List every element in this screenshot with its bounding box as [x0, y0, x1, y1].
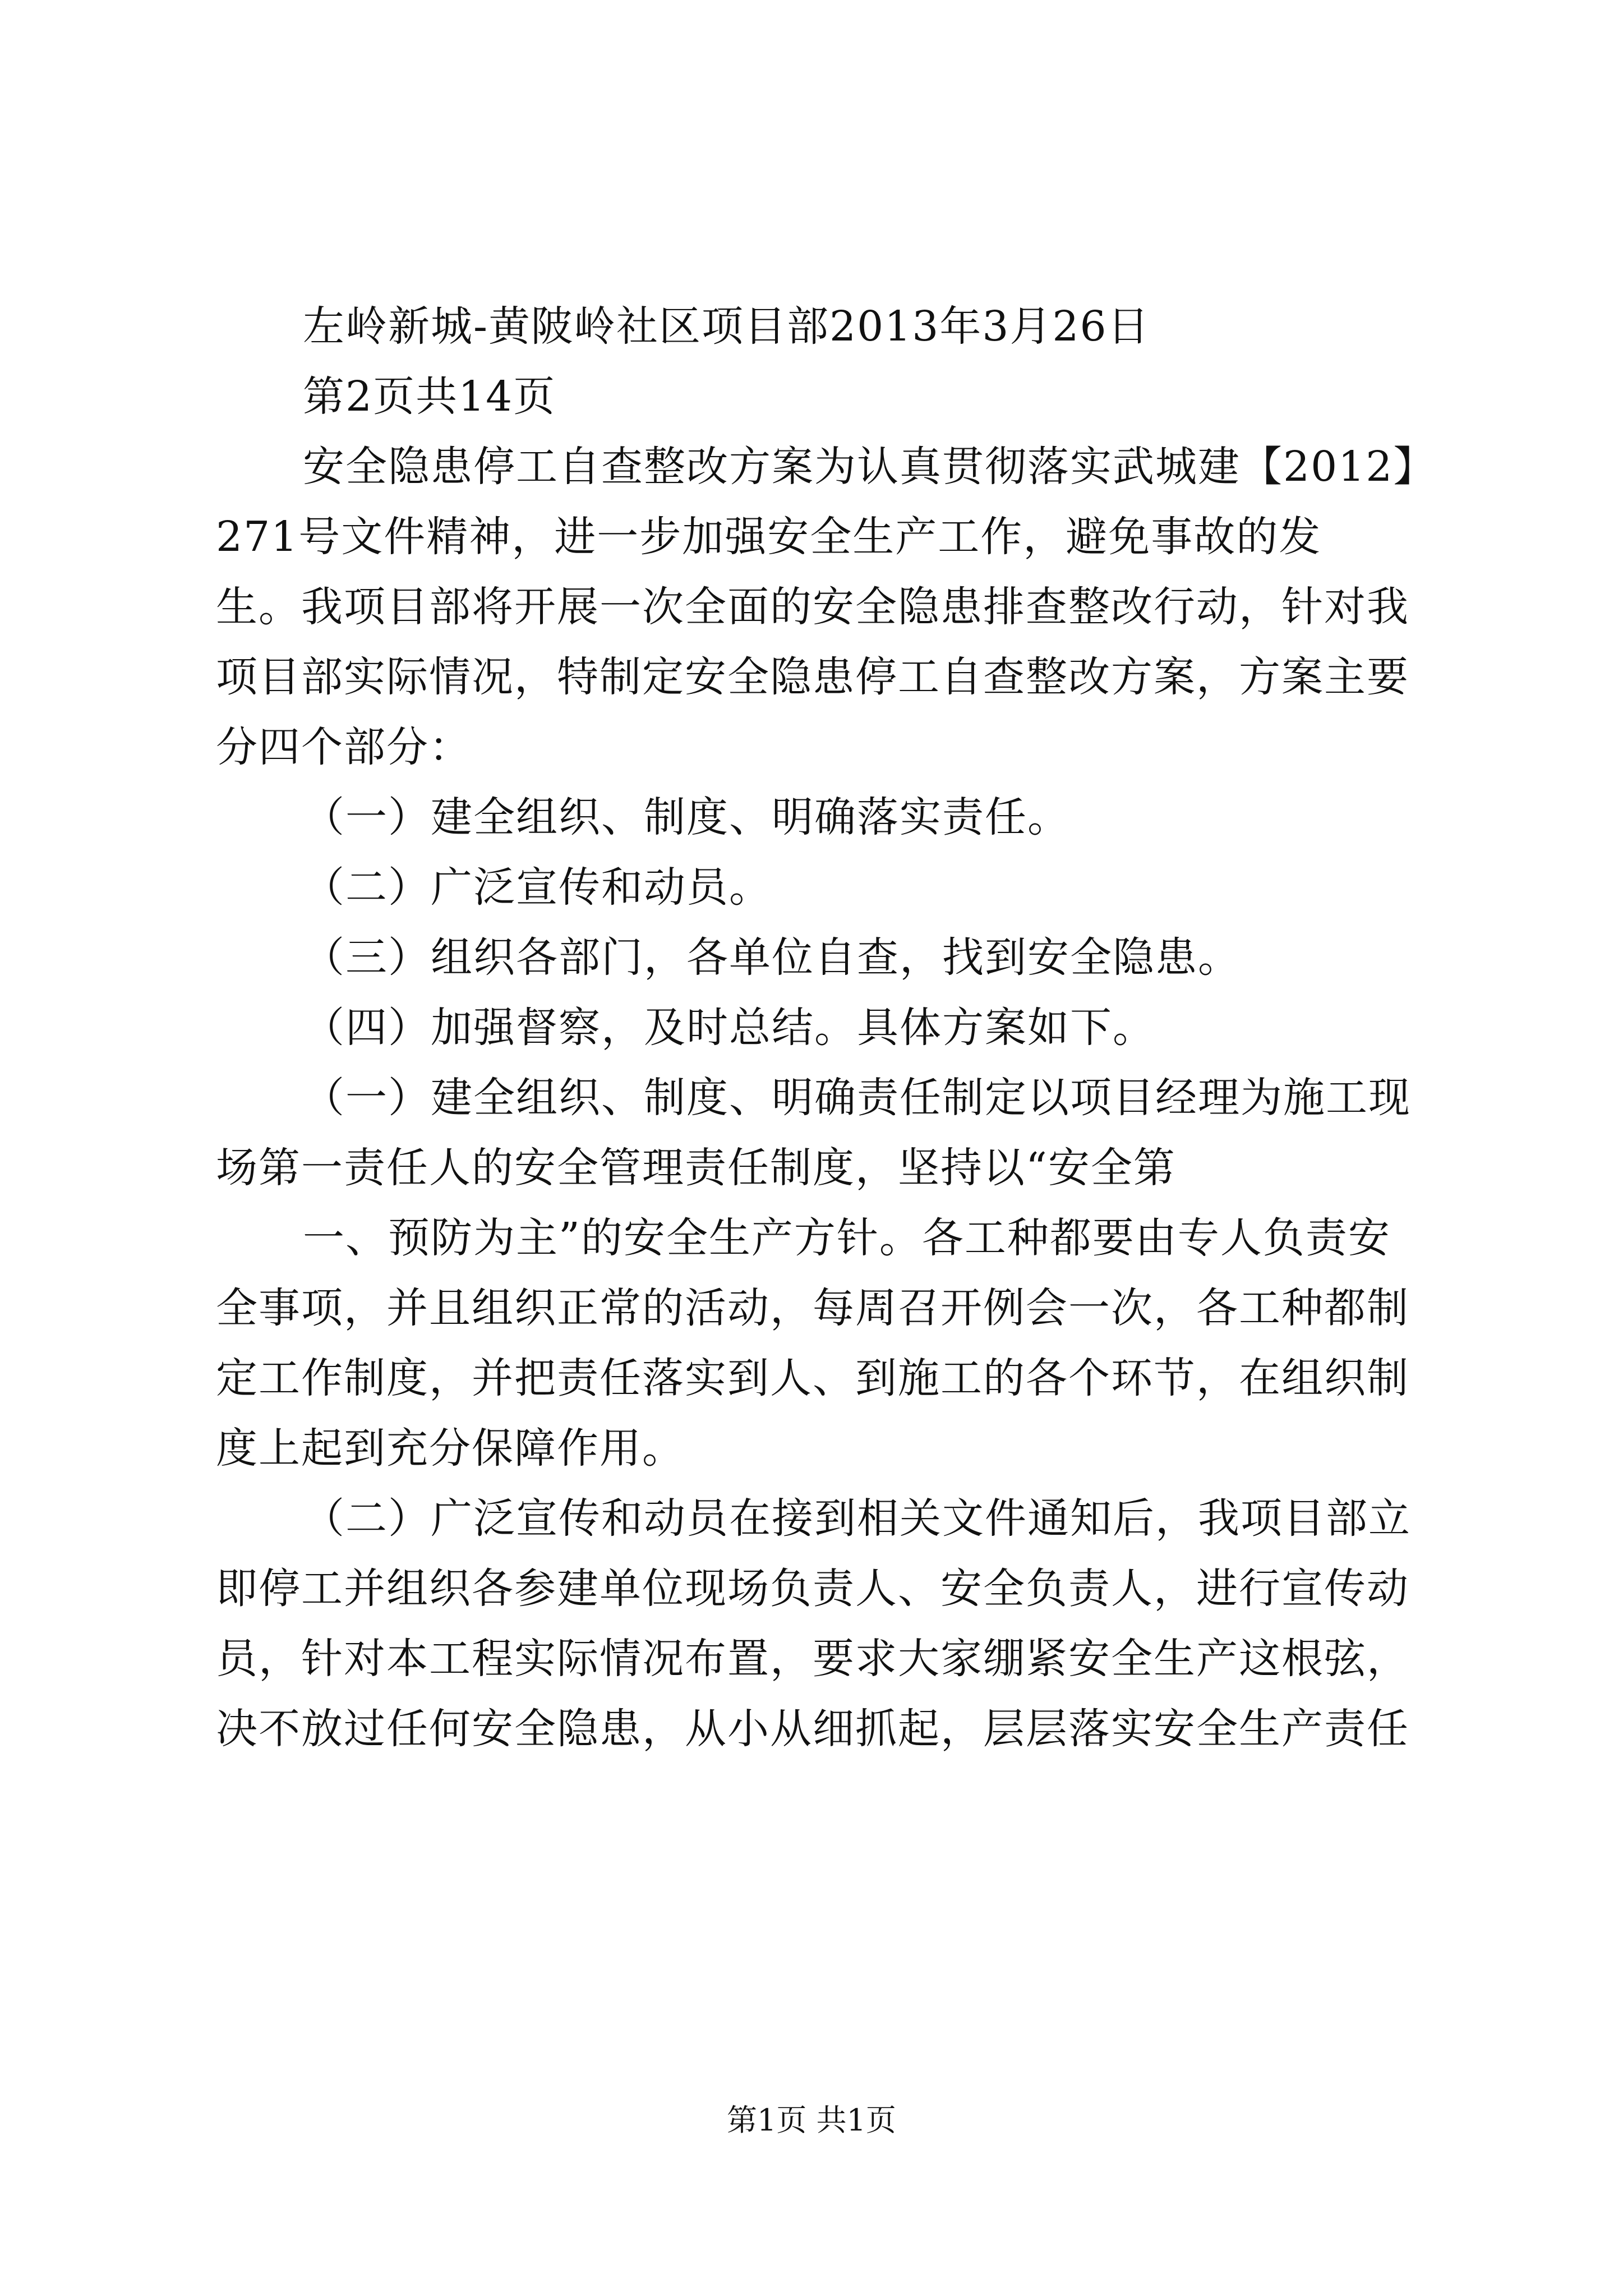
outline-item: （四）加强督察，及时总结。具体方案如下。: [303, 1004, 1155, 1052]
paragraph-intro: [216, 432, 1436, 783]
outline-list: [216, 783, 1416, 1063]
paragraph-line: （二）广泛宣传和动员在接到相关文件通知后，我项目部立: [303, 1494, 1411, 1543]
paragraph-line: 即停工并组织各参建单位现场负责人、安全负责人，进行宣传动: [216, 1565, 1409, 1613]
outline-item: （三）组织各部门，各单位自查，找到安全隐患。: [303, 933, 1241, 982]
paragraph-policy: [216, 1203, 1416, 1484]
header-line: 左岭新城-黄陂岭社区项目部2013年3月26日: [303, 302, 1150, 351]
paragraph-line: 员，针对本工程实际情况布置，要求大家绷紧安全生产这根弦，: [216, 1635, 1409, 1683]
paragraph-line: 分四个部分：: [216, 723, 472, 771]
outline-item: （二）广泛宣传和动员。: [303, 863, 772, 912]
page-reference: 第2页共14页: [303, 372, 556, 421]
paragraph-line: 决不放过任何安全隐患，从小从细抓起，层层落实安全生产责任: [216, 1705, 1409, 1753]
paragraph-line: 定工作制度，并把责任落实到人、到施工的各个环节，在组织制: [216, 1354, 1409, 1402]
paragraph-line: 一、预防为主”的安全生产方针。各工种都要由专人负责安: [303, 1214, 1391, 1262]
paragraph-line: 271号文件精神，进一步加强安全生产工作，避免事故的发: [216, 513, 1322, 561]
paragraph-section-two: [216, 1484, 1416, 1764]
paragraph-line: 安全隐患停工自查整改方案为认真贯彻落实武城建【2012】: [303, 443, 1436, 491]
outline-item: （一）建全组织、制度、明确落实责任。: [303, 793, 1070, 841]
paragraph-line: 生。我项目部将开展一次全面的安全隐患排查整改行动，针对我: [216, 583, 1409, 631]
page-footer: 第1页 共1页: [727, 2102, 896, 2138]
paragraph-line: 度上起到充分保障作用。: [216, 1424, 685, 1473]
paragraph-line: （一）建全组织、制度、明确责任制定以项目经理为施工现: [303, 1074, 1411, 1122]
document-body: [216, 292, 1436, 1764]
paragraph-section-one: [216, 1063, 1416, 1203]
paragraph-line: 全事项，并且组织正常的活动，每周召开例会一次，各工种都制: [216, 1284, 1409, 1332]
paragraph-line: 场第一责任人的安全管理责任制度，坚持以“安全第: [216, 1144, 1176, 1192]
paragraph-line: 项目部实际情况，特制定安全隐患停工自查整改方案，方案主要: [216, 653, 1409, 701]
